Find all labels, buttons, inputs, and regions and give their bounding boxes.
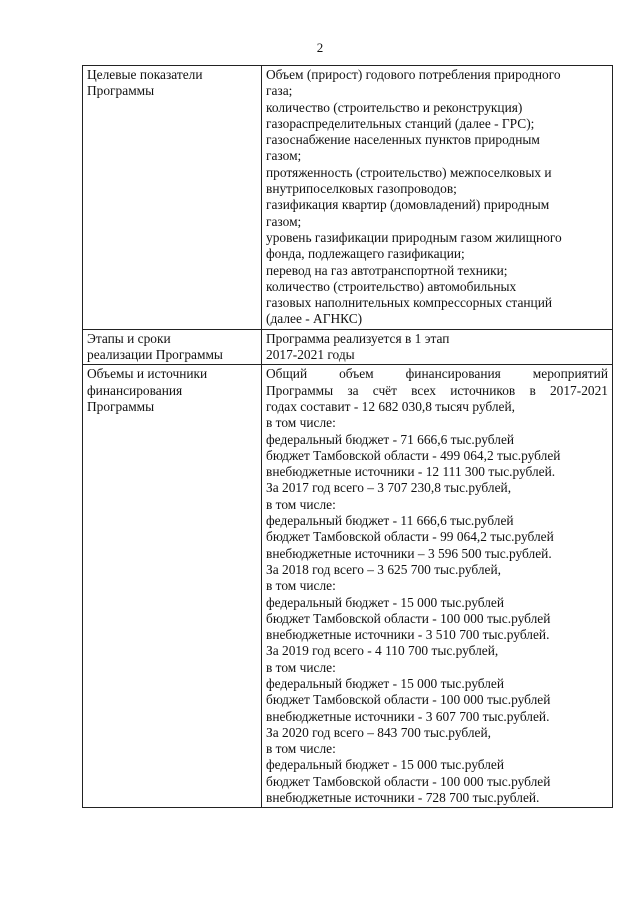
row-value-line: газом; — [266, 213, 302, 229]
row-label-line: реализации Программы — [87, 347, 223, 363]
row-value-line: бюджет Тамбовской области - 99 064,2 тыс.рублей — [266, 529, 554, 545]
row-value-line: газа; — [266, 83, 293, 99]
row-value-line: бюджет Тамбовской области - 499 064,2 тыс.рублей — [266, 447, 561, 463]
row-value-line: внебюджетные источники - 12 111 300 тыс.рублей. — [266, 464, 556, 480]
row-value-line: федеральный бюджет - 15 000 тыс.рублей — [266, 594, 505, 610]
row-value-line: федеральный бюджет - 11 666,6 тыс.рублей — [266, 513, 514, 529]
row-value-line: фонда, подлежащего газификации; — [266, 246, 465, 262]
row-value-line: годах составит - 12 682 030,8 тысяч рублей, — [266, 398, 515, 414]
row-value-line: Объем (прирост) годового потребления природного — [266, 67, 561, 82]
row-value-line: федеральный бюджет - 15 000 тыс.рублей — [266, 757, 505, 773]
row-value-line: федеральный бюджет - 15 000 тыс.рублей — [266, 675, 505, 691]
row-label-line: Объемы и источники — [87, 366, 208, 382]
row-value-line: количество (строительство) автомобильных — [266, 278, 517, 294]
row-label-cell — [83, 329, 262, 365]
row-value-line: внебюджетные источники - 3 510 700 тыс.рублей. — [266, 627, 550, 643]
row-value-line: бюджет Тамбовской области - 100 000 тыс.рублей — [266, 773, 551, 789]
row-value-line: внебюджетные источники – 3 596 500 тыс.рублей. — [266, 545, 552, 561]
row-value-cell — [262, 66, 613, 330]
row-value-line: в том числе: — [266, 496, 336, 512]
row-value-line: За 2019 год всего - 4 110 700 тыс.рублей, — [266, 643, 499, 659]
row-value-line: внебюджетные источники - 728 700 тыс.рублей. — [266, 790, 540, 806]
row-value-line: газом; — [266, 148, 302, 164]
row-label-line: финансирования — [87, 382, 183, 398]
row-label-cell — [83, 66, 262, 330]
row-value-line: федеральный бюджет - 71 666,6 тыс.рублей — [266, 431, 515, 447]
row-value-line: 2017-2021 годы — [266, 347, 355, 363]
row-value-line: газовых наполнительных компрессорных станций — [266, 295, 553, 311]
row-value-line: (далее - АГНКС) — [266, 311, 363, 327]
program-passport-table — [82, 65, 613, 808]
row-value-cell — [262, 365, 613, 808]
row-label-line: Этапы и сроки — [87, 330, 171, 346]
row-value-line: Программы за счёт всех источников в 2017-2021 — [266, 382, 608, 398]
row-value-line: газификация квартир (домовладений) природным — [266, 197, 550, 213]
row-label-cell — [83, 365, 262, 808]
row-value-line: в том числе: — [266, 659, 336, 675]
row-value-line: внутрипоселковых газопроводов; — [266, 181, 457, 197]
row-value-line: бюджет Тамбовской области - 100 000 тыс.рублей — [266, 692, 551, 708]
row-value-line: бюджет Тамбовской области - 100 000 тыс.рублей — [266, 610, 551, 626]
stages-and-terms-row — [83, 329, 613, 365]
row-value-line: За 2020 год всего – 843 700 тыс.рублей, — [266, 724, 491, 740]
row-label-line: Целевые показатели — [87, 67, 203, 82]
row-value-line: газоснабжение населенных пунктов природным — [266, 132, 540, 148]
row-value-line: в том числе: — [266, 415, 336, 431]
row-value-line: Общий объем финансирования мероприятий — [266, 366, 608, 382]
row-value-line: За 2018 год всего – 3 625 700 тыс.рублей, — [266, 561, 502, 577]
row-value-cell — [262, 329, 613, 365]
row-value-line: уровень газификации природным газом жилищного — [266, 229, 562, 245]
row-value-line: газораспределительных станций (далее - ГРС); — [266, 115, 535, 131]
row-value-line: количество (строительство и реконструкция) — [266, 99, 523, 115]
row-value-line: Программа реализуется в 1 этап — [266, 330, 450, 346]
row-value-line: протяженность (строительство) межпоселковых и — [266, 164, 552, 180]
row-label-line: Программы — [87, 398, 155, 414]
row-value-line: перевод на газ автотранспортной техники; — [266, 262, 508, 278]
row-value-line: За 2017 год всего – 3 707 230,8 тыс.рублей, — [266, 480, 512, 496]
row-label-line: Программы — [87, 83, 155, 99]
table-body — [83, 66, 613, 808]
target-indicators-row — [83, 66, 613, 330]
financing-row — [83, 365, 613, 808]
row-value-line: в том числе: — [266, 578, 336, 594]
row-value-line: в том числе: — [266, 741, 336, 757]
row-value-line: внебюджетные источники - 3 607 700 тыс.рублей. — [266, 708, 550, 724]
page-number: 2 — [316, 40, 324, 55]
